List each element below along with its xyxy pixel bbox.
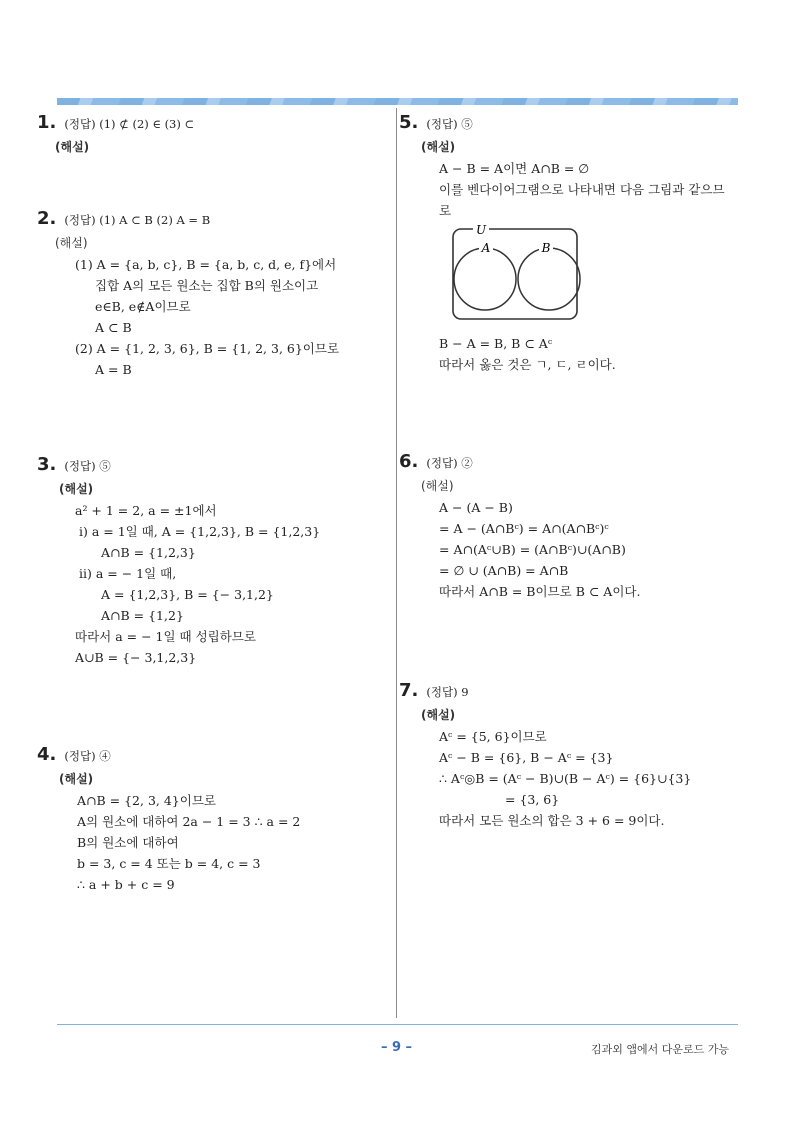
explanation-label: (해설) — [55, 140, 90, 154]
solution-line: (2) A = {1, 2, 3, 6}, B = {1, 2, 3, 6}이므로 — [75, 341, 340, 356]
venn-label-universe: U — [475, 225, 487, 237]
solution-line: e∈B, e∉A이므로 — [95, 299, 191, 314]
problem-3 — [37, 454, 377, 668]
solution-line: A의 원소에 대하여 2a − 1 = 3 ∴ a = 2 — [77, 814, 301, 829]
explanation-label: (해설) — [421, 708, 456, 722]
problem-number: 1. — [37, 112, 57, 133]
venn-diagram — [451, 225, 581, 323]
solution-line: ∴ Aᶜ◎B = (Aᶜ − B)∪(B − Aᶜ) = {6}∪{3} — [439, 771, 692, 786]
solution-line: = ∅ ∪ (A∩B) = A∩B — [439, 563, 569, 578]
solution-line: ⅱ) a = − 1일 때, — [79, 566, 177, 581]
answer: (정답) ④ — [64, 749, 111, 763]
solution-line: A∪B = {− 3,1,2,3} — [75, 650, 197, 665]
solution-line: 따라서 A∩B = B이므로 B ⊂ A이다. — [439, 584, 641, 599]
problem-6 — [399, 451, 744, 602]
problem-number: 2. — [37, 208, 57, 229]
solution-line: 따라서 a = − 1일 때 성립하므로 — [75, 629, 256, 644]
problem-1 — [37, 112, 377, 158]
answer: (정답) ⑤ — [426, 117, 473, 131]
venn-label-a: A — [481, 241, 491, 255]
venn-circle-a — [454, 248, 516, 310]
solution-line: A = B — [95, 362, 132, 377]
problem-number: 7. — [399, 680, 419, 701]
problem-7 — [399, 680, 744, 831]
problem-number: 5. — [399, 112, 419, 133]
answer: (정답) ② — [426, 456, 473, 470]
header-decorative-bar — [57, 98, 738, 105]
explanation-label: (해설) — [421, 140, 456, 154]
explanation-label: (해설) — [421, 479, 454, 493]
venn-circle-b — [518, 248, 580, 310]
solution-line: A∩B = {2, 3, 4}이므로 — [77, 793, 216, 808]
answer: (정답) 9 — [426, 685, 469, 699]
column-divider — [396, 108, 397, 1018]
solution-line: A∩B = {1,2,3} — [101, 545, 196, 560]
solution-line: A − (A − B) — [439, 500, 513, 515]
venn-label-b: B — [541, 241, 551, 255]
solution-line: A∩B = {1,2} — [101, 608, 184, 623]
solution-line: 이를 벤다이어그램으로 나타내면 다음 그림과 같으므 — [439, 182, 725, 197]
footer-note: 김과외 앱에서 다운로드 가능 — [590, 1043, 729, 1056]
solution-line: 집합 A의 모든 원소는 집합 B의 원소이고 — [95, 278, 319, 293]
solution-line: a² + 1 = 2, a = ±1에서 — [75, 503, 217, 518]
solution-line: = {3, 6} — [505, 792, 560, 807]
problem-2 — [37, 208, 377, 380]
problem-number: 6. — [399, 451, 419, 472]
problem-5 — [399, 112, 744, 375]
explanation-label: (해설) — [59, 772, 94, 786]
problem-number: 4. — [37, 744, 57, 765]
explanation-label: (해설) — [59, 482, 94, 496]
solution-line: 로 — [439, 203, 452, 218]
problem-4 — [37, 744, 377, 895]
answer: (정답) (1) A ⊂ B (2) A = B — [64, 213, 211, 227]
solution-line: ⅰ) a = 1일 때, A = {1,2,3}, B = {1,2,3} — [79, 524, 321, 539]
explanation-label: (해설) — [55, 236, 88, 250]
solution-line: A = {1,2,3}, B = {− 3,1,2} — [101, 587, 274, 602]
solution-line: A − B = A이면 A∩B = ∅ — [439, 161, 590, 176]
answer: (정답) (1) ⊄ (2) ∈ (3) ⊂ — [64, 117, 195, 131]
footer-rule — [57, 1024, 738, 1025]
solution-line: b = 3, c = 4 또는 b = 4, c = 3 — [77, 856, 261, 871]
solution-line: 따라서 모든 원소의 합은 3 + 6 = 9이다. — [439, 813, 665, 828]
solution-line: B의 원소에 대하여 — [77, 835, 179, 850]
solution-line: Aᶜ = {5, 6}이므로 — [439, 729, 547, 744]
page-number: – 9 – — [380, 1040, 413, 1055]
answer: (정답) ⑤ — [64, 459, 111, 473]
problem-number: 3. — [37, 454, 57, 475]
solution-line: B − A = B, B ⊂ Aᶜ — [439, 336, 553, 351]
solution-line: = A∩(Aᶜ∪B) = (A∩Bᶜ)∪(A∩B) — [439, 542, 626, 557]
solution-line: A ⊂ B — [95, 320, 132, 335]
solution-line: Aᶜ − B = {6}, B − Aᶜ = {3} — [439, 750, 614, 765]
solution-line: = A − (A∩Bᶜ) = A∩(A∩Bᶜ)ᶜ — [439, 521, 609, 536]
solution-line: (1) A = {a, b, c}, B = {a, b, c, d, e, f}에서 — [75, 257, 337, 272]
solution-line: ∴ a + b + c = 9 — [77, 877, 175, 892]
solution-line: 따라서 옳은 것은 ㄱ, ㄷ, ㄹ이다. — [439, 357, 616, 372]
